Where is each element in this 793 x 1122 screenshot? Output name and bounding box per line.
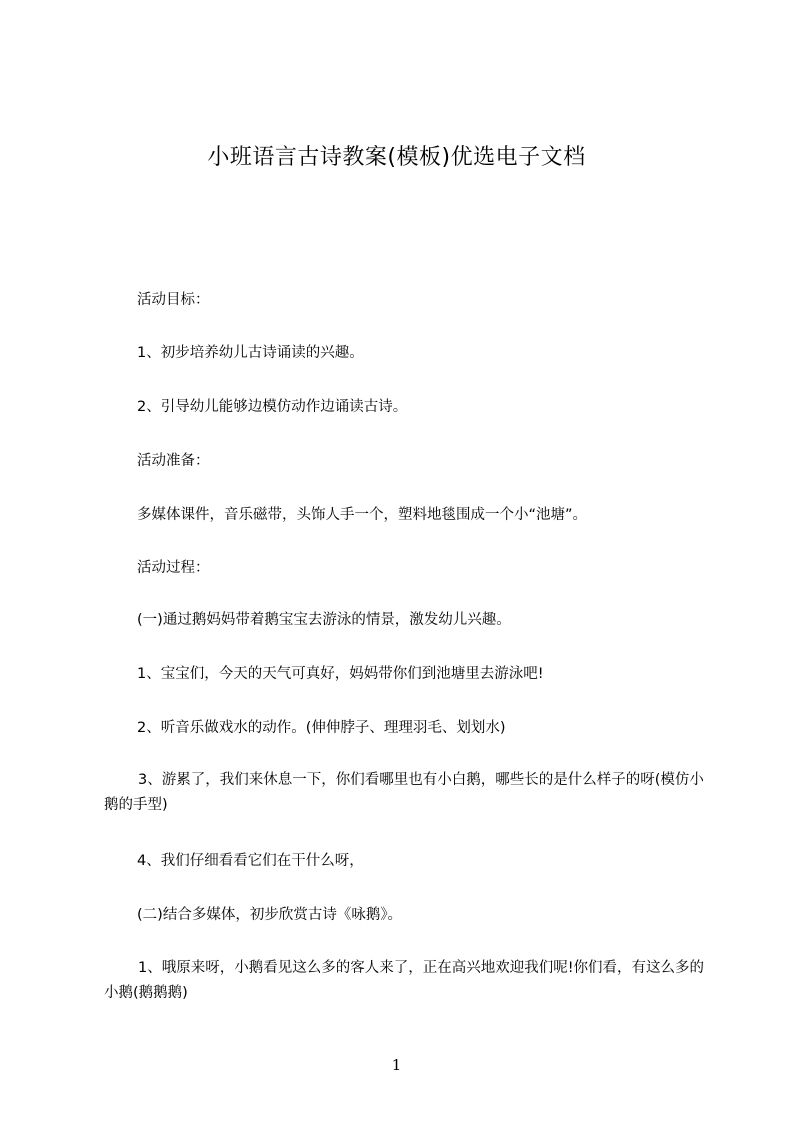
paragraph-preparation: 多媒体课件，音乐磁带，头饰人手一个，塑料地毯围成一个小“池塘”。: [137, 507, 588, 523]
paragraph-step-3: 3、游累了，我们来休息一下，你们看哪里也有小白鹅，哪些长的是什么样子的呀(模仿小鹅的手型): [104, 772, 704, 813]
paragraph-section-2-step-1: 1、哦原来呀，小鹅看见这么多的客人来了，正在高兴地欢迎我们呢!你们看，有这么多的小鹅(鹅鹅鹅): [104, 960, 705, 1001]
paragraph-section-2: (二)结合多媒体，初步欣赏古诗《咏鹅》。: [137, 907, 403, 923]
page-number: 1: [391, 1056, 402, 1074]
paragraph-step-4: 4、我们仔细看看它们在干什么呀，: [137, 853, 364, 869]
paragraph-objective-2: 2、引导幼儿能够边模仿动作边诵读古诗。: [137, 399, 408, 415]
paragraph-step-1: 1、宝宝们，今天的天气可真好，妈妈带你们到池塘里去游泳吧!: [137, 666, 544, 682]
paragraph-step-2: 2、听音乐做戏水的动作。(伸伸脖子、理理羽毛、划划水): [137, 720, 506, 736]
paragraph-preparation-heading: 活动准备：: [137, 453, 210, 469]
paragraph-section-1: (一)通过鹅妈妈带着鹅宝宝去游泳的情景，激发幼儿兴趣。: [137, 612, 511, 628]
paragraph-process-heading: 活动过程：: [137, 560, 210, 576]
paragraph-objective-1: 1、初步培养幼儿古诗诵读的兴趣。: [137, 345, 364, 361]
paragraph-objectives-heading: 活动目标：: [137, 292, 210, 308]
document-title: 小班语言古诗教案(模板)优选电子文档: [207, 145, 586, 170]
